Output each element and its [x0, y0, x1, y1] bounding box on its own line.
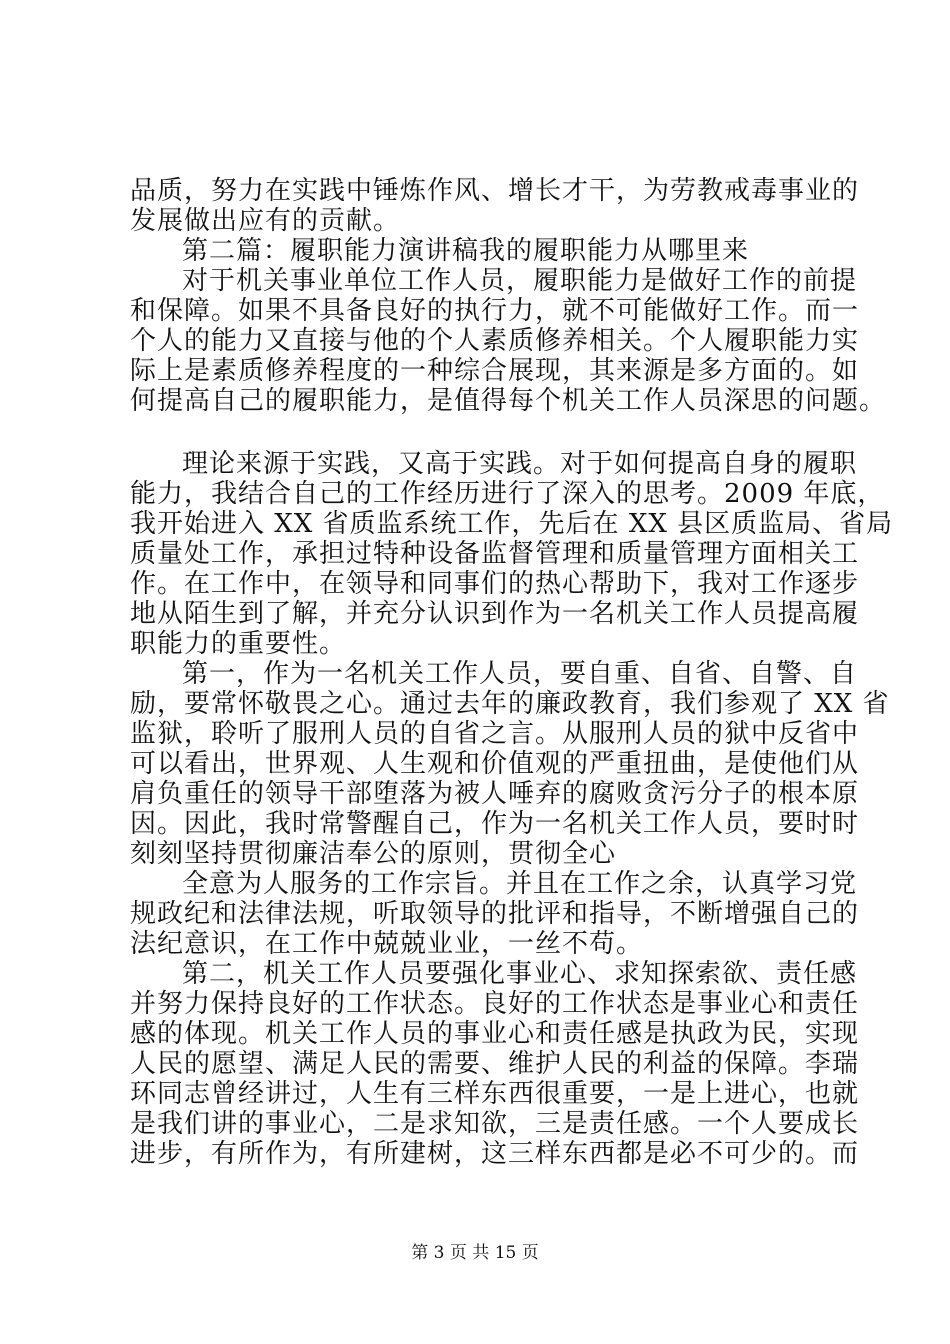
document-body	[130, 176, 894, 1169]
paragraph-gap	[130, 416, 830, 449]
page-number: 第 3 页 共 15 页	[411, 1243, 539, 1263]
text-line: 是我们讲的事业心，二是求知欲，三是责任感。一个人要成长	[130, 1109, 860, 1139]
section-heading: 第二篇：履职能力演讲稿我的履职能力从哪里来	[182, 236, 750, 266]
text-line: 能力，我结合自己的工作经历进行了深入的思考。2009 年底，	[130, 479, 885, 509]
text-line: 并努力保持良好的工作状态。良好的工作状态是事业心和责任	[130, 989, 860, 1019]
text-line: 地从陌生到了解，并充分认识到作为一名机关工作人员提高履	[130, 599, 860, 629]
text-line: 规政纪和法律法规，听取领导的批评和指导，不断增强自己的	[130, 899, 860, 929]
text-line: 环同志曾经讲过，人生有三样东西很重要，一是上进心，也就	[130, 1079, 860, 1109]
text-line: 何提高自己的履职能力，是值得每个机关工作人员深思的问题。	[130, 386, 887, 416]
text-line: 际上是素质修养程度的一种综合展现，其来源是多方面的。如	[130, 356, 860, 386]
text-line: 全意为人服务的工作宗旨。并且在工作之余，认真学习党	[182, 869, 858, 899]
text-line: 进步，有所作为，有所建树，这三样东西都是必不可少的。而	[130, 1139, 860, 1169]
text-line: 第二，机关工作人员要强化事业心、求知探索欲、责任感	[182, 959, 858, 989]
text-line: 感的体现。机关工作人员的事业心和责任感是执政为民，实现	[130, 1019, 860, 1049]
text-line: 可以看出，世界观、人生观和价值观的严重扭曲，是使他们从	[130, 749, 860, 779]
text-line: 励，要常怀敬畏之心。通过去年的廉政教育，我们参观了 XX 省	[130, 689, 890, 719]
text-line: 和保障。如果不具备良好的执行力，就不可能做好工作。而一	[130, 296, 860, 326]
text-line: 第一，作为一名机关工作人员，要自重、自省、自警、自	[182, 659, 858, 689]
text-line: 对于机关事业单位工作人员，履职能力是做好工作的前提	[182, 266, 858, 296]
text-line: 理论来源于实践，又高于实践。对于如何提高自身的履职	[182, 449, 858, 479]
text-line: 我开始进入 XX 省质监系统工作，先后在 XX 县区质监局、省局	[130, 509, 894, 539]
text-line: 品质，努力在实践中锤炼作风、增长才干，为劳教戒毒事业的	[130, 176, 860, 206]
text-line: 肩负重任的领导干部堕落为被人唾弃的腐败贪污分子的根本原	[130, 779, 860, 809]
text-line: 职能力的重要性。	[130, 629, 347, 659]
text-line: 人民的愿望、满足人民的需要、维护人民的利益的保障。李瑞	[130, 1049, 860, 1079]
text-line: 刻刻坚持贯彻廉洁奉公的原则，贯彻全心	[130, 839, 617, 869]
text-line: 个人的能力又直接与他的个人素质修养相关。个人履职能力实	[130, 326, 860, 356]
text-line: 质量处工作，承担过特种设备监督管理和质量管理方面相关工	[130, 539, 860, 569]
text-line: 作。在工作中，在领导和同事们的热心帮助下，我对工作逐步	[130, 569, 860, 599]
text-line: 监狱，聆听了服刑人员的自省之言。从服刑人员的狱中反省中	[130, 719, 860, 749]
text-line: 发展做出应有的贡献。	[130, 206, 401, 236]
text-line: 因。因此，我时常警醒自己，作为一名机关工作人员，要时时	[130, 809, 860, 839]
page-footer	[0, 1242, 950, 1264]
text-line: 法纪意识，在工作中兢兢业业，一丝不苟。	[130, 929, 644, 959]
